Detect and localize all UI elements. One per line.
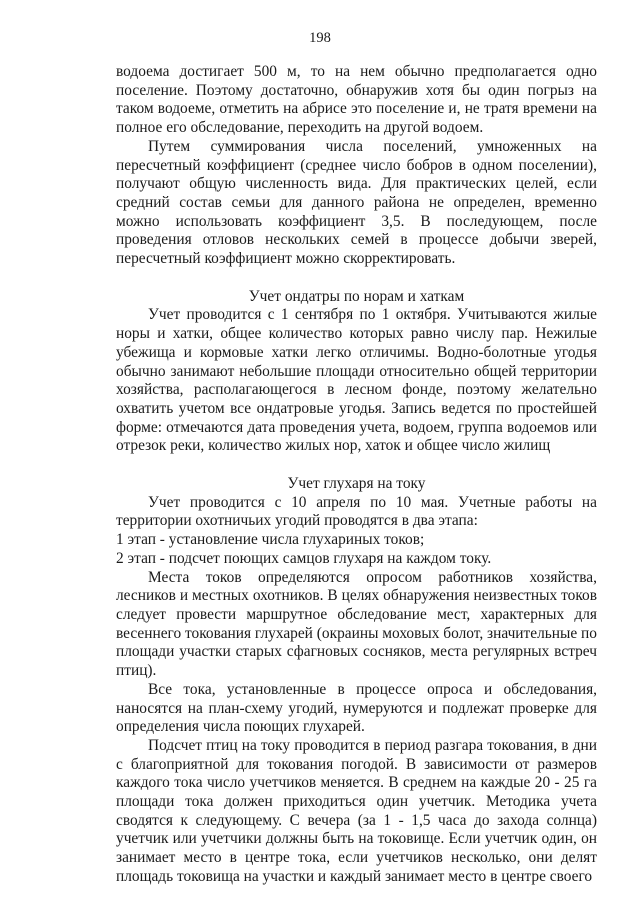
page-number: 198 [309, 30, 331, 46]
section-gap [116, 269, 597, 288]
section-gap [116, 456, 597, 475]
paragraph-capercaillie-dates: Учет проводится с 10 апреля по 10 мая. Учетные работы на территории охотничьих угодий проводятся в два этапа: [116, 493, 597, 530]
paragraph-lek-locations: Места токов определяются опросом работников хозяйства, лесников и местных охотников. В целях обнаружения неизвестных токов следует провести маршрутное обследование мест, характерных для весеннего токования глухарей (окраины моховых болот, значительные по площади участки старых сфагновых сосняков, места регулярных встреч птиц). [116, 568, 597, 680]
paragraph-beaver-coefficient: Путем суммирования числа поселений, умноженных на пересчетный коэффициент (среднее число бобров в одном поселении), получают общую численность вида. Для практических целей, если средний состав семьи для данного района не определен, временно можно использовать коэффициент 3,5. В последующем, после проведения отловов нескольких семей в процессе добычи зверей, пересчетный коэффициент можно скорректировать. [116, 137, 597, 268]
page-content [116, 63, 597, 887]
section-title-muskrat: Учет ондатры по норам и хаткам [248, 287, 465, 305]
paragraph-beaver-settlement: водоема достигает 500 м, то на нем обычно предполагается одно поселение. Поэтому достаточно, обнаружив хотя бы один погрыз на таком водоеме, отметить на абрисе это поселение и, не тратя времени на полное его обследование, переходить на другой водоем. [116, 63, 597, 137]
paragraph-bird-count: Подсчет птиц на току проводится в период разгара токования, в дни с благоприятной для токования погодой. В зависимости от размеров каждого тока число учетчиков меняется. В среднем на каждые 20 - 25 га площади тока должен приходиться один учетчик. Методика учета сводятся к следующему. С вечера (за 1 - 1,5 часа до захода солнца) учетчик или учетчики должны быть на токовище. Если учетчик один, он занимает место в центре тока, если учетчиков несколько, они делят площадь токовища на участки и каждый занимает место в центре своего [116, 736, 597, 885]
list-item-step-2: 2 этап - подсчет поющих самцов глухаря на каждом току. [116, 549, 492, 567]
paragraph-lek-mapping: Все тока, установленные в процессе опроса и обследования, наносятся на план-схему угодий, нумеруются и подлежат проверке для определения числа поющих глухарей. [116, 680, 597, 736]
list-item-step-1: 1 этап - установление числа глухариных токов; [116, 531, 425, 549]
section-title-capercaillie: Учет глухаря на току [287, 475, 426, 493]
paragraph-muskrat-count: Учет проводится с 1 сентября по 1 октября. Учитываются жилые норы и хатки, общее количество которых равно числу пар. Нежилые убежища и кормовые хатки легко отличимы. Водно-болотные угодья обычно занимают небольшие площади относительно общей территории хозяйства, располагающегося в лесном фонде, поэтому желательно охватить учетом все ондатровые угодья. Запись ведется по простейшей форме: отмечаются дата проведения учета, водоем, группа водоемов или отрезок реки, количество жилых нор, хаток и общее число жилищ [116, 306, 597, 455]
